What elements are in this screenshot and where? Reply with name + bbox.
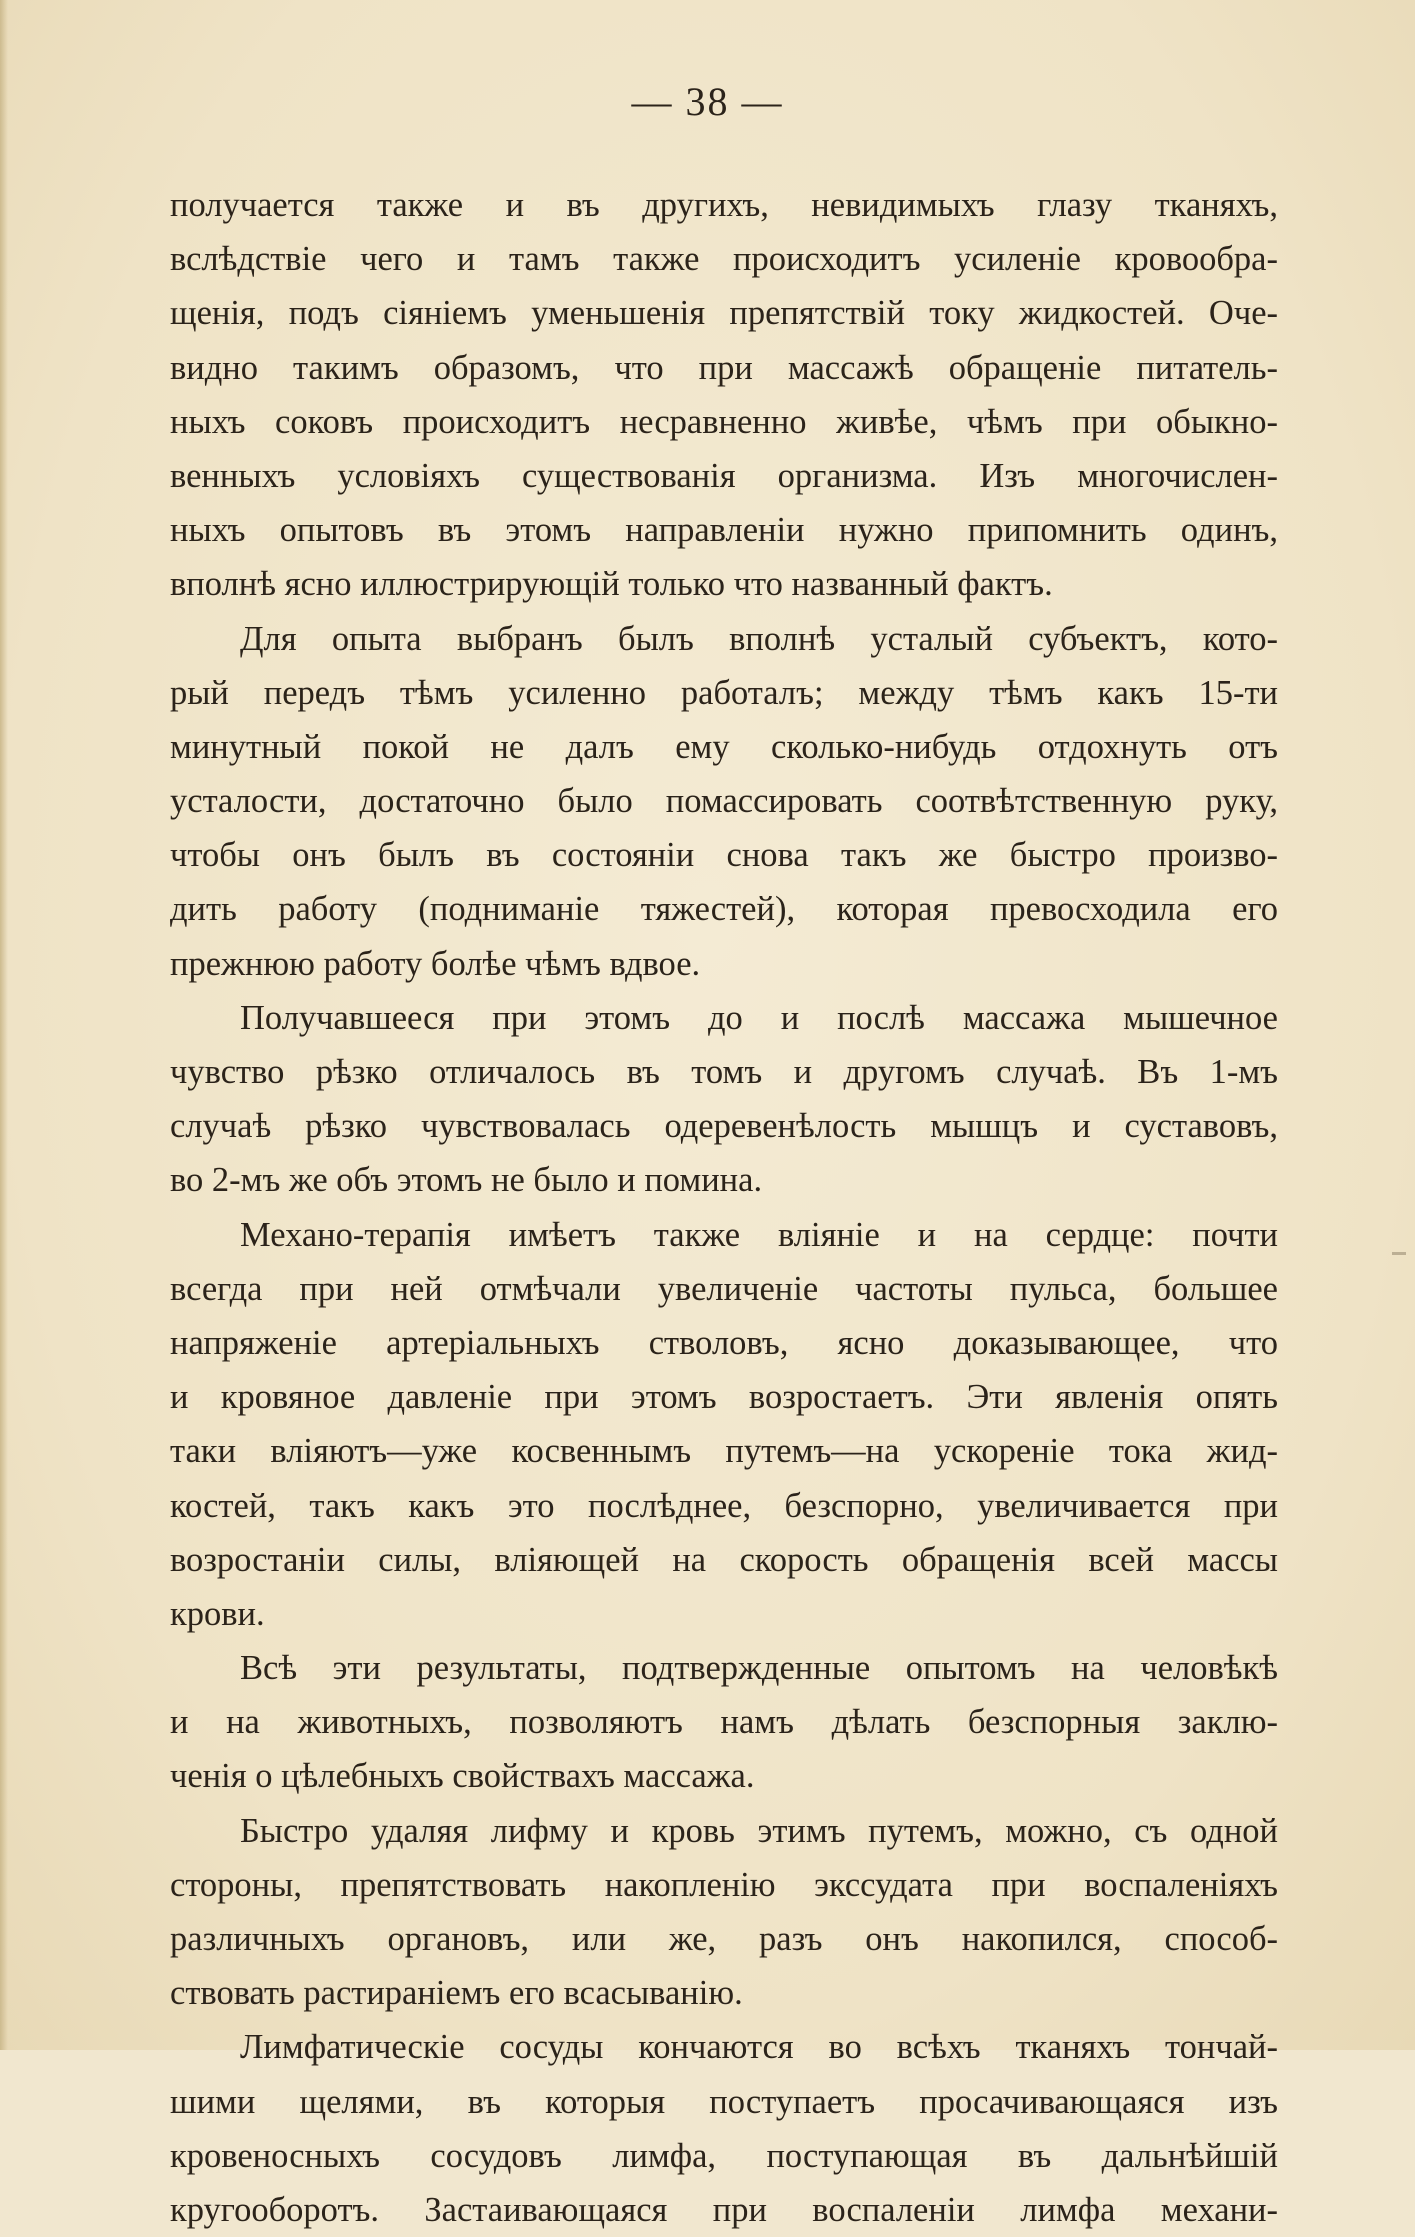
text-line: дить работу (подниманіе тяжестей), которая превосходила его	[170, 890, 1278, 929]
text-line: венныхъ условіяхъ существованія организма. Изъ многочислен-	[170, 456, 1278, 495]
text-line: различныхъ органовъ, или же, разъ онъ накопился, способ-	[170, 1920, 1278, 1958]
text-line: случаѣ рѣзко чувствовалась одеревенѣлость мышцъ и суставовъ,	[170, 1107, 1278, 1146]
text-line: Для опыта выбранъ былъ вполнѣ усталый субъектъ, кото-	[240, 619, 1278, 658]
text-line: усталости, достаточно было помассировать соотвѣтственную руку,	[170, 782, 1278, 821]
text-line: кровеносныхъ сосудовъ лимфа, поступающая въ дальнѣйшій	[170, 2136, 1278, 2175]
text-line: прежнюю работу болѣе чѣмъ вдвое.	[170, 944, 701, 983]
text-line: ченія о цѣлебныхъ свойствахъ массажа.	[170, 1757, 755, 1796]
page-edge-shadow	[0, 0, 8, 2050]
text-line: щенія, подъ сіяніемъ уменьшенія препятствій току жидкостей. Оче-	[170, 294, 1278, 333]
text-line: ныхъ опытовъ въ этомъ направленіи нужно припомнить одинъ,	[170, 511, 1278, 550]
text-line: Механо-терапія имѣетъ также вліяніе и на сердце: почти	[240, 1215, 1278, 1254]
text-line: всегда при ней отмѣчали увеличеніе частоты пульса, большее	[170, 1269, 1278, 1308]
text-line: ствовать растираніемъ его всасыванію.	[170, 1974, 743, 2013]
margin-mark	[1392, 1252, 1406, 1255]
text-line: вполнѣ ясно иллюстрирующій только что названный фактъ.	[170, 565, 1053, 604]
text-line: Лимфатическіе сосуды кончаются во всѣхъ тканяхъ тончай-	[240, 2028, 1278, 2067]
text-line: Всѣ эти результаты, подтвержденные опытомъ на человѣкѣ	[240, 1649, 1278, 1688]
text-line: во 2-мъ же объ этомъ не было и помина.	[170, 1161, 763, 1200]
page-number: — 38 —	[631, 79, 784, 124]
text-line: вслѣдствіе чего и тамъ также происходитъ усиленіе кровообра-	[170, 240, 1278, 279]
text-line: стороны, препятствовать накопленію экссудата при воспаленіяхъ	[170, 1865, 1278, 1904]
text-line: крови.	[170, 1594, 265, 1633]
text-line: рый передъ тѣмъ усиленно работалъ; между тѣмъ какъ 15-ти	[170, 673, 1278, 712]
text-line: видно такимъ образомъ, что при массажѣ обращеніе питатель-	[170, 348, 1278, 387]
text-line: Получавшееся при этомъ до и послѣ массажа мышечное	[240, 998, 1278, 1037]
text-line: и кровяное давленіе при этомъ возростаетъ. Эти явленія опять	[170, 1378, 1278, 1417]
page-text	[170, 178, 1278, 2237]
text-line: шими щелями, въ которыя поступаетъ просачивающаяся изъ	[170, 2082, 1278, 2121]
text-line: таки вліяютъ—уже косвеннымъ путемъ—на ускореніе тока жид-	[170, 1432, 1278, 1471]
text-line: Быстро удаляя лифму и кровь этимъ путемъ, можно, съ одной	[240, 1811, 1278, 1850]
text-line: возростаніи силы, вліяющей на скорость обращенія всей массы	[170, 1540, 1278, 1579]
text-line: чувство рѣзко отличалось въ томъ и другомъ случаѣ. Въ 1-мъ	[170, 1053, 1278, 1091]
text-line: напряженіе артеріальныхъ стволовъ, ясно доказывающее, что	[170, 1323, 1278, 1362]
text-line: получается также и въ другихъ, невидимыхъ глазу тканяхъ,	[170, 186, 1278, 224]
text-line: костей, такъ какъ это послѣднее, безспорно, увеличивается при	[170, 1486, 1278, 1525]
text-line: и на животныхъ, позволяютъ намъ дѣлать безспорныя заклю-	[170, 1703, 1278, 1742]
text-line: ныхъ соковъ происходитъ несравненно живѣе, чѣмъ при обыкно-	[170, 402, 1278, 441]
text-line: кругооборотъ. Застаивающаяся при воспаленіи лимфа механи-	[170, 2190, 1278, 2229]
text-line: минутный покой не далъ ему сколько-нибудь отдохнуть отъ	[170, 727, 1278, 766]
text-line: чтобы онъ былъ въ состояніи снова такъ же быстро произво-	[170, 836, 1278, 875]
